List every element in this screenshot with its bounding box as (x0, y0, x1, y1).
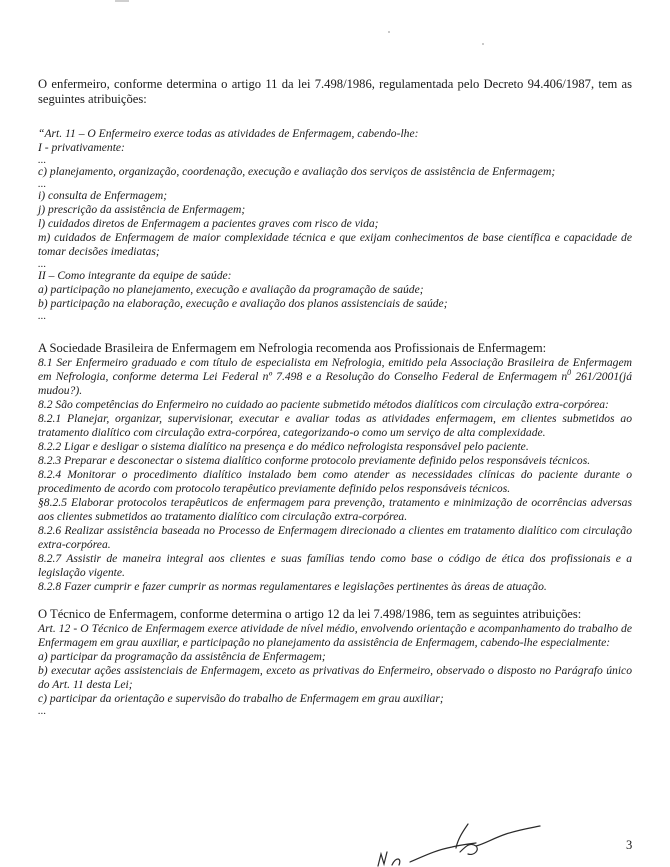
item-8-2-7: 8.2.7 Assistir de maneira integral aos clientes e suas famílias tendo como base o código de ética dos profissionais e a legislação vigente. (38, 552, 632, 579)
item-8-2-5: §8.2.5 Elaborar protocolos terapêuticos de enfermagem para prevenção, tratamento e minimização de ocorrências adversas aos clientes submetidos ao tratamento dialítico com circulação extra-corpórea. (38, 496, 632, 523)
item-8-2-4: 8.2.4 Monitorar o procedimento dialítico instalado bem como atender as necessidades clínicas do paciente durante o procedimento de acordo com protocolo terapêutico previamente definido pelos responsáveis técnicos. (38, 468, 632, 495)
art11-item-I: I - privativamente: (38, 141, 125, 154)
ellipsis: ... (38, 310, 47, 322)
ellipsis: ... (38, 258, 47, 270)
art11-item-m: m) cuidados de Enfermagem de maior complexidade técnica e que exijam conhecimentos de base científica e capacidade de tomar decisões imediatas; (38, 231, 632, 258)
item-8-2-1: 8.2.1 Planejar, organizar, supervisionar, executar e avaliar todas as atividades enfermagem, em clientes submetidos ao tratamento dialítico com circulação extra-corpórea, categorizando-o como um serviço de alta complexidade. (38, 412, 632, 439)
ellipsis: ... (38, 705, 47, 717)
item-8-2-6: 8.2.6 Realizar assistência baseada no Processo de Enfermagem direcionado a clientes em tratamento dialítico com circulação extra-corpórea. (38, 524, 632, 551)
art12-item-b: b) executar ações assistenciais de Enfermagem, exceto as privativas do Enfermeiro, observado o disposto no Parágrafo único do Art. 11 desta Lei; (38, 664, 632, 691)
ellipsis: ... (38, 154, 47, 166)
art11-item-c: c) planejamento, organização, coordenação, execução e avaliação dos serviços de assistência de Enfermagem; (38, 165, 556, 178)
art11-item-b: b) participação na elaboração, execução e avaliação dos planos assistenciais de saúde; (38, 297, 448, 310)
art11-item-a: a) participação no planejamento, execução e avaliação da programação de saúde; (38, 283, 424, 296)
tecnico-block (38, 607, 632, 716)
item-8-1-text-end: 261/2001(já mudou?). (38, 370, 633, 397)
item-8-1 (38, 356, 632, 398)
item-8-2-2: 8.2.2 Ligar e desligar o sistema dialítico na presença e do médico nefrologista responsável pelo paciente. (38, 440, 529, 453)
item-8-2-3: 8.2.3 Preparar e desconectar o sistema dialítico conforme protocolo previamente definido pelos responsáveis técnicos. (38, 454, 591, 467)
handwritten-signature (372, 816, 542, 867)
item-8-1-text: 8.1 Ser Enfermeiro graduado e com título de especialista em Nefrologia, emitido pela Associação Brasileira de Enfermagem em Nefrologia, conforme determa Lei Federal nº 7.498 e a Resolução do Conselho Federal de Enfermagem n (38, 356, 632, 383)
art12-item-c: c) participar da orientação e supervisão do trabalho de Enfermagem em grau auxiliar; (38, 692, 444, 705)
item-8-2-8: 8.2.8 Fazer cumprir e fazer cumprir as normas regulamentares e legislações pertinentes às áreas de atuação. (38, 580, 547, 593)
scan-speck (388, 31, 390, 33)
art12-item-a: a) participar da programação da assistência de Enfermagem; (38, 650, 326, 663)
art11-item-l: l) cuidados diretos de Enfermagem a pacientes graves com risco de vida; (38, 217, 379, 230)
art11-heading: “Art. 11 – O Enfermeiro exerce todas as atividades de Enfermagem, cabendo-lhe: (38, 127, 419, 140)
tecnico-intro: O Técnico de Enfermagem, conforme determina o artigo 12 da lei 7.498/1986, tem as seguintes atribuições: (38, 607, 582, 621)
document-body (38, 77, 632, 716)
sobenfe-intro: A Sociedade Brasileira de Enfermagem em Nefrologia recomenda aos Profissionais de Enfermagem: (38, 341, 547, 355)
art11-block (38, 127, 632, 321)
superscript: 0 (567, 368, 572, 378)
scan-speck (482, 43, 484, 45)
page-number: 3 (626, 838, 633, 852)
ellipsis: ... (38, 178, 47, 190)
art12-text: Art. 12 - O Técnico de Enfermagem exerce atividade de nível médio, envolvendo orientação e acompanhamento do trabalho de Enfermagem em grau auxiliar, e participação no planejamento da assistência de Enfermagem, cabendo-lhe especialmente: (38, 622, 632, 649)
sobenfe-block (38, 341, 632, 594)
art11-item-i: i) consulta de Enfermagem; (38, 189, 168, 202)
enfermeiro-intro-paragraph: O enfermeiro, conforme determina o artigo 11 da lei 7.498/1986, regulamentada pelo Decreto 94.406/1987, tem as seguintes atribuições: (38, 77, 632, 106)
item-8-2: 8.2 São competências do Enfermeiro no cuidado ao paciente submetido métodos dialíticos com circulação extra-corpórea: (38, 398, 609, 411)
scan-mark (115, 0, 129, 2)
art11-item-II: II – Como integrante da equipe de saúde: (38, 269, 232, 282)
art11-item-j: j) prescrição da assistência de Enfermagem; (38, 203, 246, 216)
